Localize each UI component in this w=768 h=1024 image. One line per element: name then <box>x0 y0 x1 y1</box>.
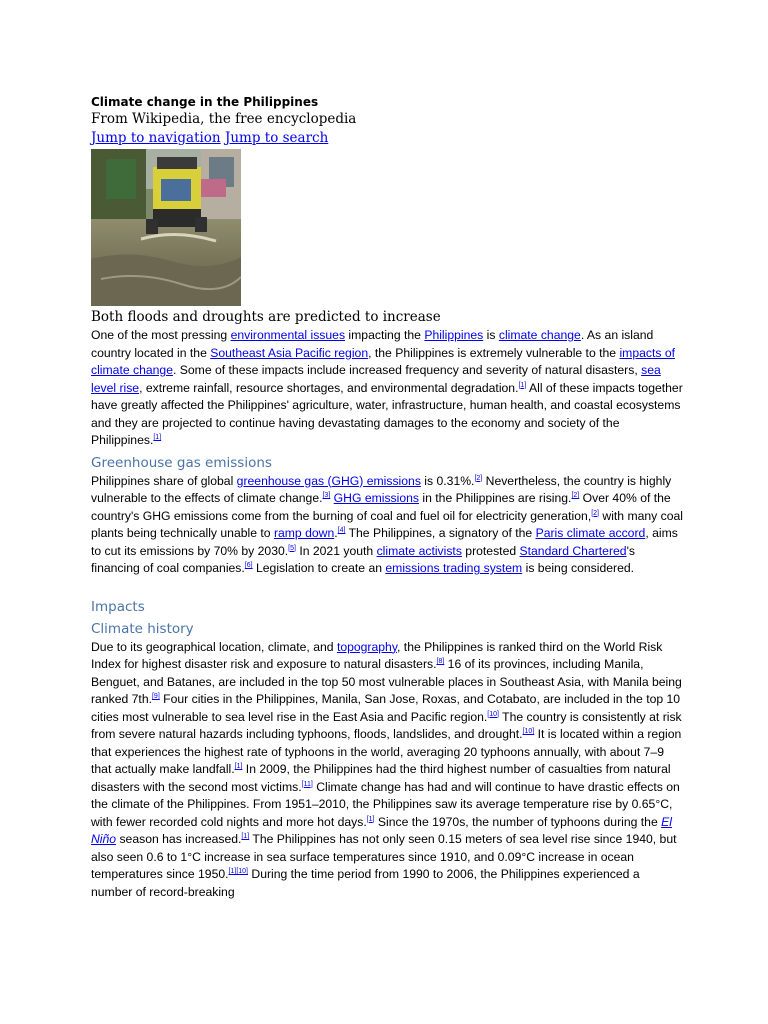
link-ramp-down[interactable]: ramp down <box>273 526 335 540</box>
section-heading-ghg: Greenhouse gas emissions <box>91 454 272 471</box>
citation-link[interactable]: [1] <box>234 763 243 770</box>
citation-link[interactable]: [6] <box>244 562 253 569</box>
citation-link[interactable]: [8] <box>436 658 445 665</box>
section-heading-impacts: Impacts <box>91 598 145 615</box>
citation-link[interactable]: [9] <box>151 693 160 700</box>
link-standard-chartered[interactable]: Standard Chartered <box>519 543 627 558</box>
citation-link[interactable]: [1] <box>518 381 527 389</box>
jump-to-navigation-link[interactable]: Jump to navigation <box>91 130 221 146</box>
citation-link[interactable]: [2] <box>571 492 580 499</box>
citation-link[interactable]: [1] <box>366 815 375 823</box>
link-climate-change[interactable]: climate change <box>498 328 581 342</box>
link-topography[interactable]: topography <box>336 639 398 654</box>
climate-history-paragraph: Due to its geographical location, climate, and topography, the Philippines is ranked third on the World Risk Index for highest disaster risk and exposure to natural disasters.[8] 16 of its provinces, including Manila, Benguet, and Batanes, are included in the top 50 most vulnerable places in Southeast Asia, with Manila being ranked 7th.[9] Four cities in the Philippines, Manila, San Jose, Roxas, and Cotabato, are included in the top 10 cities most vulnerable to sea level rise in the East Asia and Pacific region.[10] The country is consistently at risk from severe natural hazards including typhoons, floods, landslides, and drought.[10] It is located within a region that experiences the highest rate of typhoons in the world, averaging 20 typhoons annually, with about 7–9 that actually make landfall.[1] In 2009, the Philippines had the third highest number of casualties from natural disasters with the second most victims.[11] Climate change has had and will continue to have drastic effects on the climate of the Philippines. From 1951–2010, the Philippines saw its average temperature rise by 0.65°C, with fewer recorded cold nights and more hot days.[1] Since the 1970s, the number of typhoons during the El Niño season has increased.[1] The Philippines has not only seen 0.15 meters of sea level rise since 1940, but also seen 0.6 to 1°C increase in sea surface temperatures since 1910, and 0.09°C increase in ocean temperatures since 1950.[1][10] During the time period from 1990 to 2006, the Philippines experienced a number of record-breaking <box>91 639 682 899</box>
jump-links <box>91 129 683 148</box>
link-sea-level-rise[interactable]: sea level rise <box>91 363 661 395</box>
citation-link[interactable]: [3] <box>322 492 331 499</box>
ghg-paragraph: Philippines share of global greenhouse gas (GHG) emissions is 0.31%.[2] Nevertheless, the country is highly vulnerable to the effects of climate change.[3] GHG emissions in the Philippines are rising.[2] Over 40% of the country's GHG emissions come from the burning of coal and fuel oil for electricity generation,[2] with many coal plants being technically unable to ramp down.[4] The Philippines, a signatory of the Paris climate accord, aims to cut its emissions by 70% by 2030.[5] In 2021 youth climate activists protested Standard Chartered's financing of coal companies.[6] Legislation to create an emissions trading system is being considered. <box>91 473 684 575</box>
subsection-heading-climate-history: Climate history <box>91 620 194 637</box>
intro-paragraph: One of the most pressing environmental issues impacting the Philippines is climate change. As an island country located in the Southeast Asia Pacific region, the Philippines is extremely vulnerable to the impacts of climate change. Some of these impacts include increased frequency and severity of natural disasters, sea level rise, extreme rainfall, resource shortages, and environmental degradation.[1] All of these impacts together have greatly affected the Philippines' agriculture, water, infrastructure, human health, and coastal ecosystems and they are projected to continue having devastating damages to the economy and society of the Philippines.[1] <box>91 328 683 447</box>
page-title: Climate change in the Philippines <box>91 95 319 109</box>
citation-link[interactable]: [1] <box>241 833 250 840</box>
link-environmental-issues[interactable]: environmental issues <box>230 328 346 342</box>
flood-photo[interactable] <box>91 149 241 306</box>
article <box>91 94 683 901</box>
link-southeast-asia-pacific[interactable]: Southeast Asia Pacific region <box>210 345 369 360</box>
citation-link[interactable]: [5] <box>288 544 296 552</box>
link-impacts-of-climate-change[interactable]: impacts of climate change <box>91 345 675 377</box>
jump-to-search-link[interactable]: Jump to search <box>224 130 329 146</box>
citation-link[interactable]: [2] <box>591 509 600 517</box>
citation-link[interactable]: [1][10] <box>228 868 248 875</box>
citation-link[interactable]: [10] <box>487 710 499 718</box>
citation-link[interactable]: [2] <box>474 474 483 482</box>
link-climate-activists[interactable]: climate activists <box>376 543 462 558</box>
link-el-nino[interactable]: El Niño <box>91 814 672 846</box>
link-ghg-emissions-2[interactable]: GHG emissions <box>333 491 420 505</box>
citation-link[interactable]: [4] <box>337 527 346 534</box>
link-ghg-emissions[interactable]: greenhouse gas (GHG) emissions <box>236 473 421 488</box>
citation-link[interactable]: [1] <box>153 434 162 441</box>
link-philippines[interactable]: Philippines <box>424 328 484 342</box>
citation-link[interactable]: [11] <box>301 780 313 788</box>
page-subtitle: From Wikipedia, the free encyclopedia <box>91 111 357 127</box>
link-emissions-trading-system[interactable]: emissions trading system <box>385 561 523 575</box>
link-paris-climate-accord[interactable]: Paris climate accord <box>535 526 646 540</box>
image-caption: Both floods and droughts are predicted to increase <box>91 309 441 325</box>
citation-link[interactable]: [10] <box>522 728 535 735</box>
